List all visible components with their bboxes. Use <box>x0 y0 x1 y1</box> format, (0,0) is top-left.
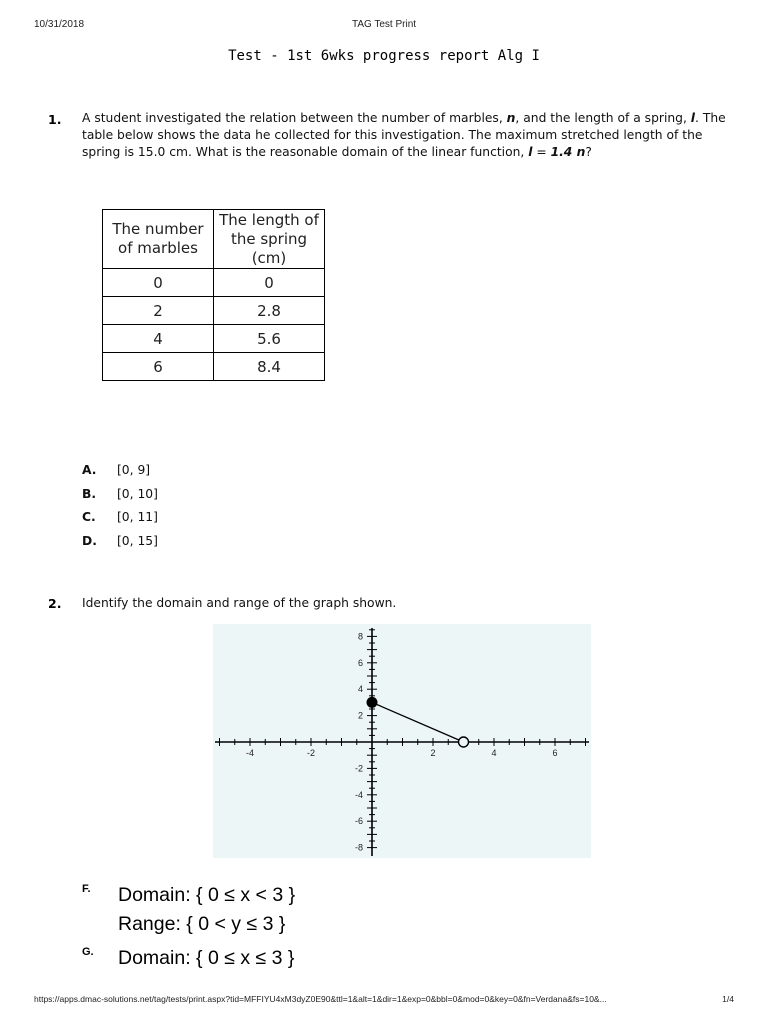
table-cell: 5.6 <box>214 325 325 353</box>
choice-c[interactable] <box>82 510 158 524</box>
choice-f-range: Range: { 0 < y ≤ 3 } <box>118 913 286 935</box>
domain-range-graph <box>213 624 591 858</box>
question-1-number: 1. <box>48 112 62 127</box>
choice-letter: F. <box>82 883 91 895</box>
choice-text: [0, 9] <box>117 463 151 477</box>
choice-letter: G. <box>82 946 94 958</box>
choice-letter: A. <box>82 463 97 477</box>
variable-n: n <box>506 111 516 125</box>
question-1-text-part: A student investigated the relation between the number of marbles, <box>82 111 507 125</box>
table-cell: 2.8 <box>214 297 325 325</box>
question-1-text <box>82 110 732 161</box>
x-tick-label: 4 <box>491 748 497 758</box>
graph-svg <box>213 624 591 858</box>
question-2-number: 2. <box>48 596 62 611</box>
x-tick-label: 2 <box>430 748 436 758</box>
table-row <box>103 297 325 325</box>
choice-letter: C. <box>82 510 96 524</box>
y-tick-label: 8 <box>357 631 363 642</box>
choice-letter: B. <box>82 487 97 501</box>
x-tick-label: 6 <box>552 748 558 758</box>
table-cell: 8.4 <box>214 353 325 381</box>
y-tick-label: 2 <box>357 710 363 721</box>
choice-f-domain: Domain: { 0 ≤ x < 3 } <box>118 884 296 906</box>
choice-d[interactable] <box>82 534 158 548</box>
closed-endpoint <box>367 697 378 708</box>
y-tick-label: 6 <box>357 657 363 668</box>
question-2-text: Identify the domain and range of the graph shown. <box>82 596 397 610</box>
table-cell: 0 <box>214 269 325 297</box>
table-header-row <box>103 210 325 269</box>
print-date: 10/31/2018 <box>34 19 85 30</box>
marbles-spring-table <box>102 209 325 381</box>
open-endpoint <box>459 737 469 747</box>
choice-text: [0, 11] <box>117 510 158 524</box>
question-1-text-part: ? <box>585 145 592 159</box>
choice-a[interactable] <box>82 463 150 477</box>
table-cell: 0 <box>103 269 214 297</box>
choice-text: [0, 15] <box>117 534 158 548</box>
page-number: 1/4 <box>722 994 734 1004</box>
choice-letter: D. <box>82 534 97 548</box>
table-header-marbles: The number of marbles <box>103 210 214 269</box>
variable-l: l <box>528 145 533 159</box>
table-row <box>103 353 325 381</box>
y-tick-label: -8 <box>354 842 363 853</box>
graph-segment <box>372 702 464 742</box>
table-header-length: The length of the spring (cm) <box>214 210 325 269</box>
choice-text: [0, 10] <box>117 487 158 501</box>
choice-b[interactable] <box>82 487 158 501</box>
question-1-text-part: . The table below shows the data he collected for this investigation. The maximum stretched length of the spring is 15.0 cm. What is the reasonable domain of the linear function, <box>82 111 726 159</box>
table-row <box>103 325 325 353</box>
y-tick-label: -2 <box>354 763 363 774</box>
test-title: Test - 1st 6wks progress report Alg I <box>228 48 540 64</box>
print-header-title: TAG Test Print <box>351 19 417 30</box>
question-1-text-part: = <box>532 145 551 159</box>
table-row <box>103 269 325 297</box>
function-expression: 1.4 n <box>550 145 586 159</box>
x-tick-label: -4 <box>245 748 255 758</box>
table-cell: 6 <box>103 353 214 381</box>
y-tick-label: 4 <box>357 684 363 695</box>
question-1-text-part: , and the length of a spring, <box>515 111 691 125</box>
x-tick-label: -2 <box>306 748 316 758</box>
table-cell: 4 <box>103 325 214 353</box>
choice-g-domain: Domain: { 0 ≤ x ≤ 3 } <box>118 947 295 969</box>
variable-l: l <box>690 111 696 125</box>
y-tick-label: -6 <box>354 816 363 827</box>
table-cell: 2 <box>103 297 214 325</box>
y-tick-label: -4 <box>354 789 363 800</box>
print-url: https://apps.dmac-solutions.net/tag/tests/print.aspx?tid=MFFIYU4xM3dyZ0E90&ttl=1&alt=1&dir=1&exp=0&bbl=0&mod=0&key=0&fn=Verdana&fs=10&... <box>34 994 607 1004</box>
